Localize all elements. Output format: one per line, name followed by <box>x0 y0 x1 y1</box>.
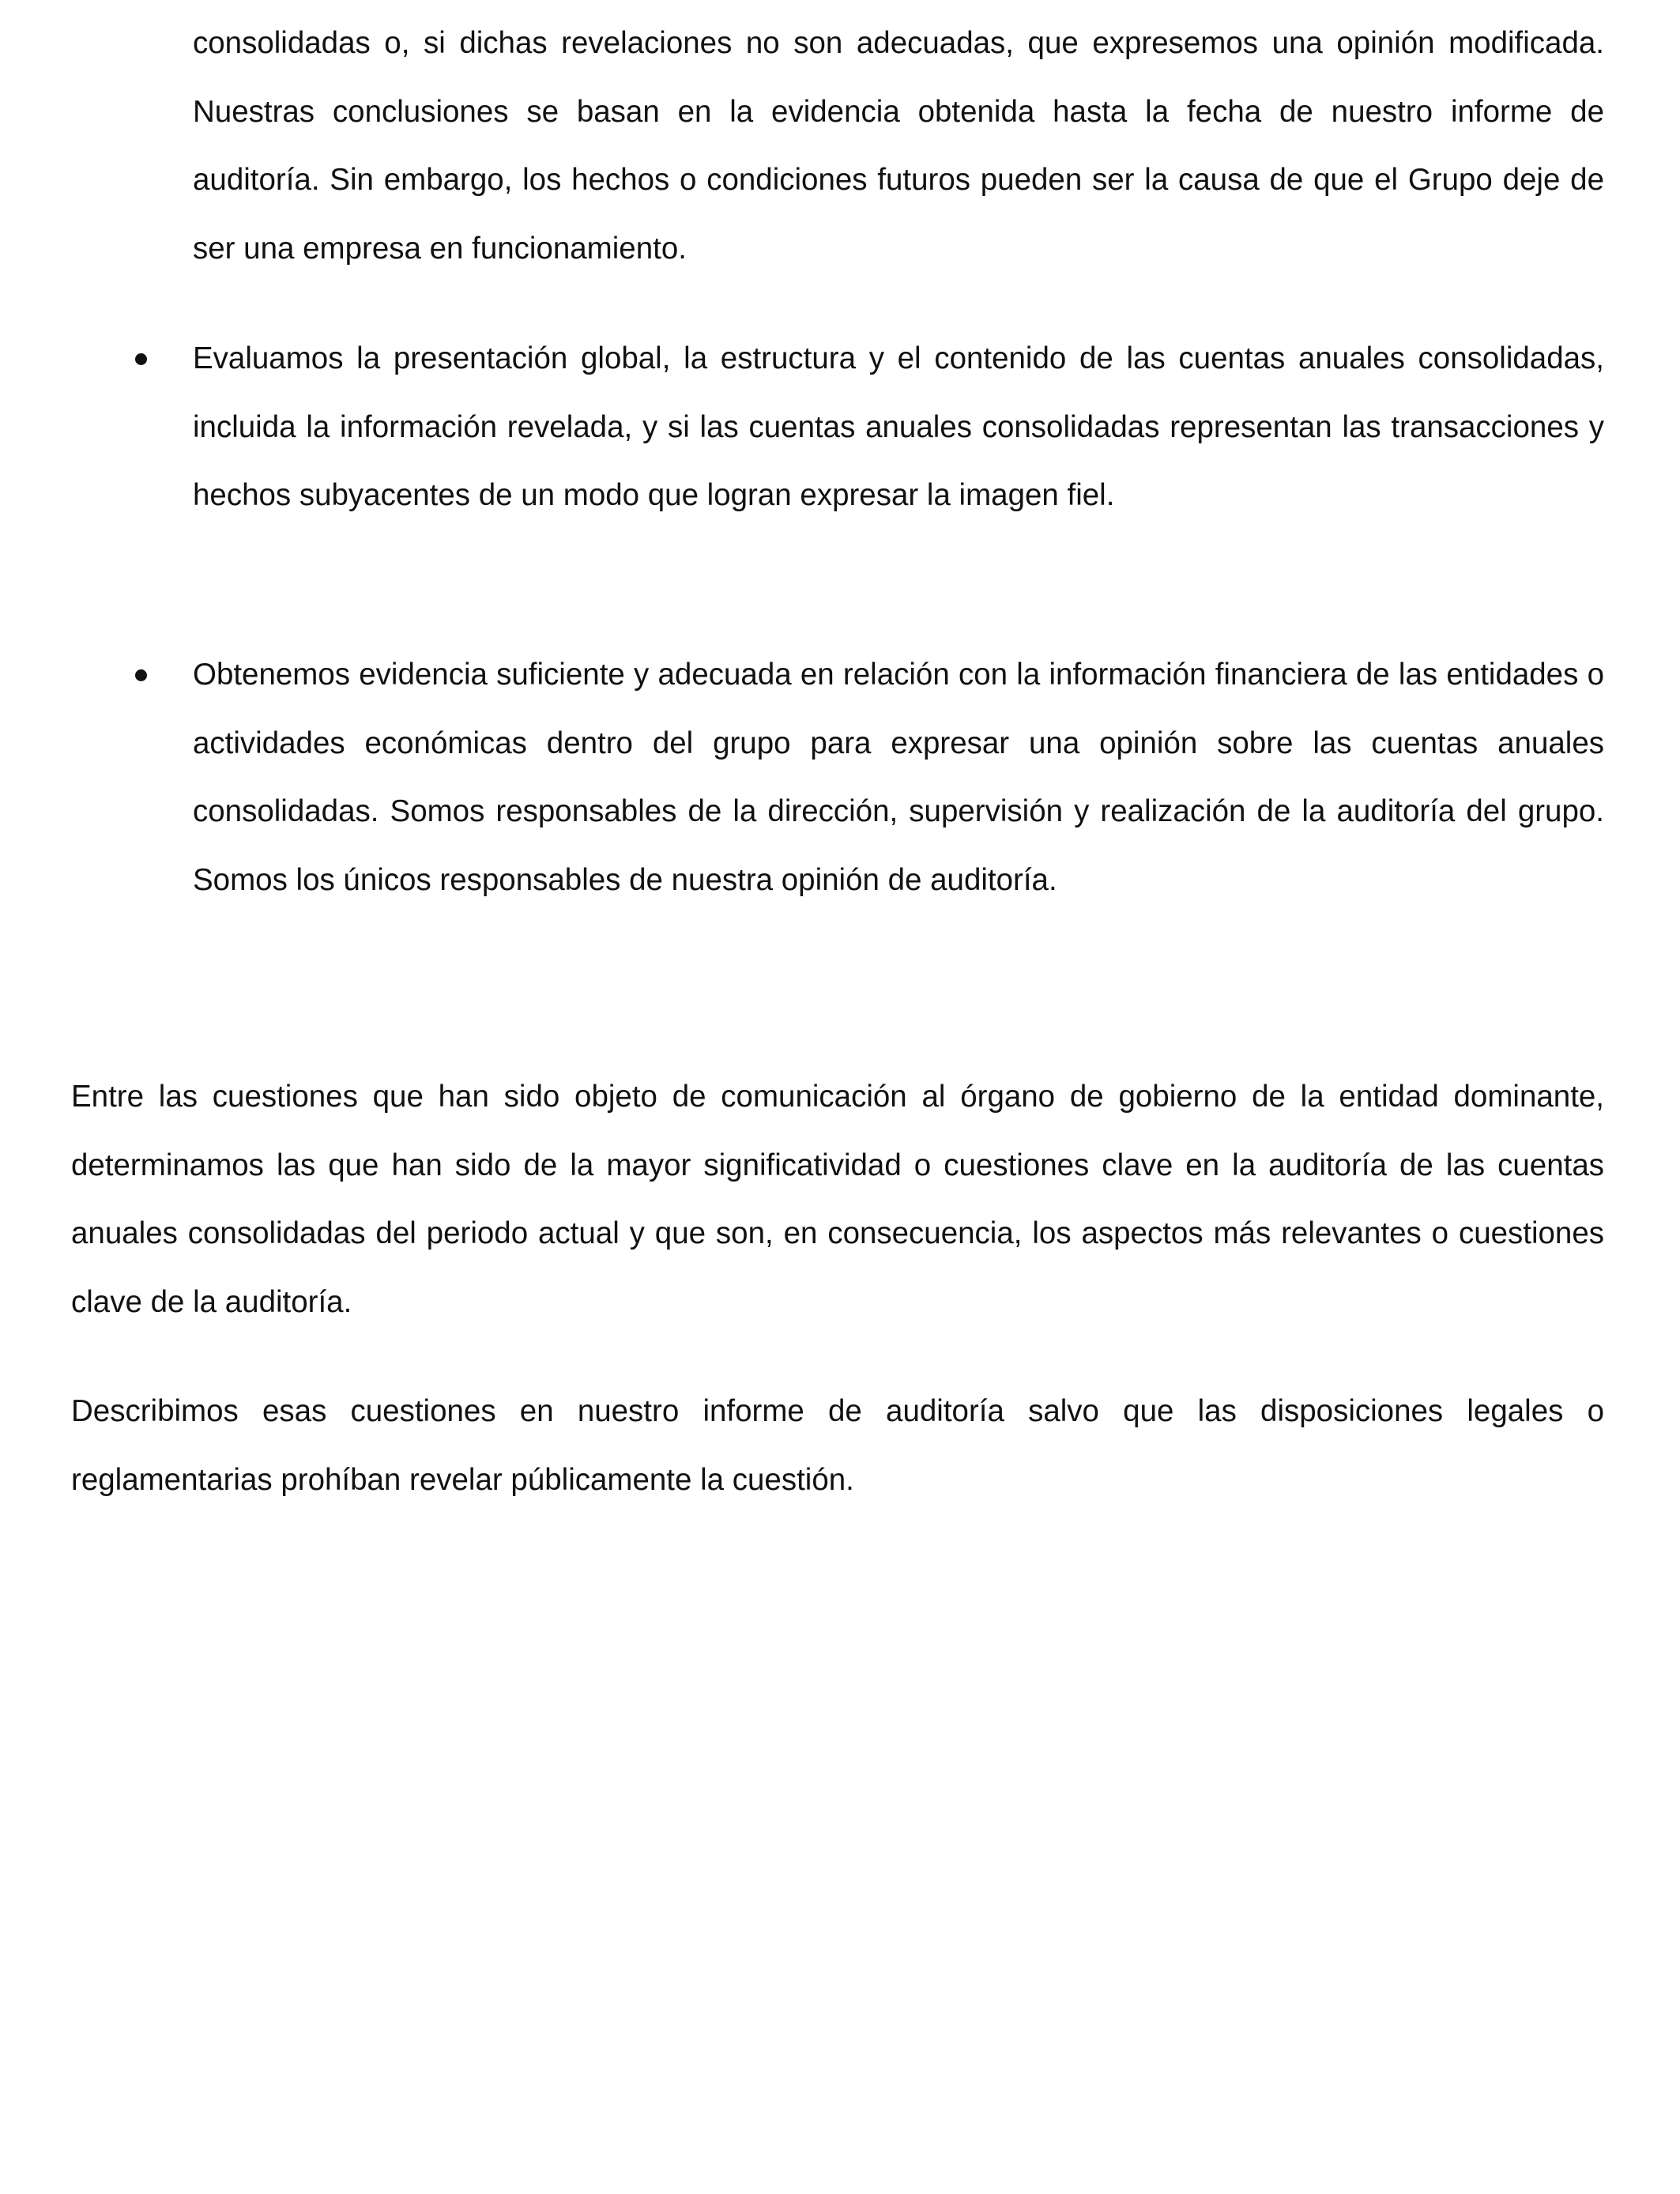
bullet-icon <box>135 669 147 681</box>
bullet-list-item <box>193 325 1604 530</box>
bullet-icon <box>135 353 147 365</box>
body-paragraph: Describimos esas cuestiones en nuestro informe de auditoría salvo que las disposiciones legales o reglamentarias prohíban revelar públicamente la cuestión. <box>71 1394 1604 1497</box>
bullet-text: Evaluamos la presentación global, la estructura y el contenido de las cuentas anuales consolidadas, incluida la información revelada, y si las cuentas anuales consolidadas representan las transacciones y hechos subyacentes de un modo que logran expresar la imagen fiel. <box>193 341 1604 512</box>
continuation-paragraph: consolidadas o, si dichas revelaciones no son adecuadas, que expresemos una opinión modificada. Nuestras conclusiones se basan en la evidencia obtenida hasta la fecha de nuestro informe de auditoría. Sin embargo, los hechos o condiciones futuros pueden ser la causa de que el Grupo deje de ser una empresa en funcionamiento. <box>193 26 1604 266</box>
bullet-text: Obtenemos evidencia suficiente y adecuada en relación con la información financiera de las entidades o actividades económicas dentro del grupo para expresar una opinión sobre las cuentas anuales consolidadas. Somos responsables de la dirección, supervisión y realización de la auditoría del grupo. Somos los únicos responsables de nuestra opinión de auditoría. <box>193 658 1604 897</box>
bullet-list-item <box>193 641 1604 914</box>
body-paragraph: Entre las cuestiones que han sido objeto de comunicación al órgano de gobierno de la entidad dominante, determinamos las que han sido de la mayor significatividad o cuestiones clave en la auditoría de las cuentas anuales consolidadas del periodo actual y que son, en consecuencia, los aspectos más relevantes o cuestiones clave de la auditoría. <box>71 1080 1604 1319</box>
